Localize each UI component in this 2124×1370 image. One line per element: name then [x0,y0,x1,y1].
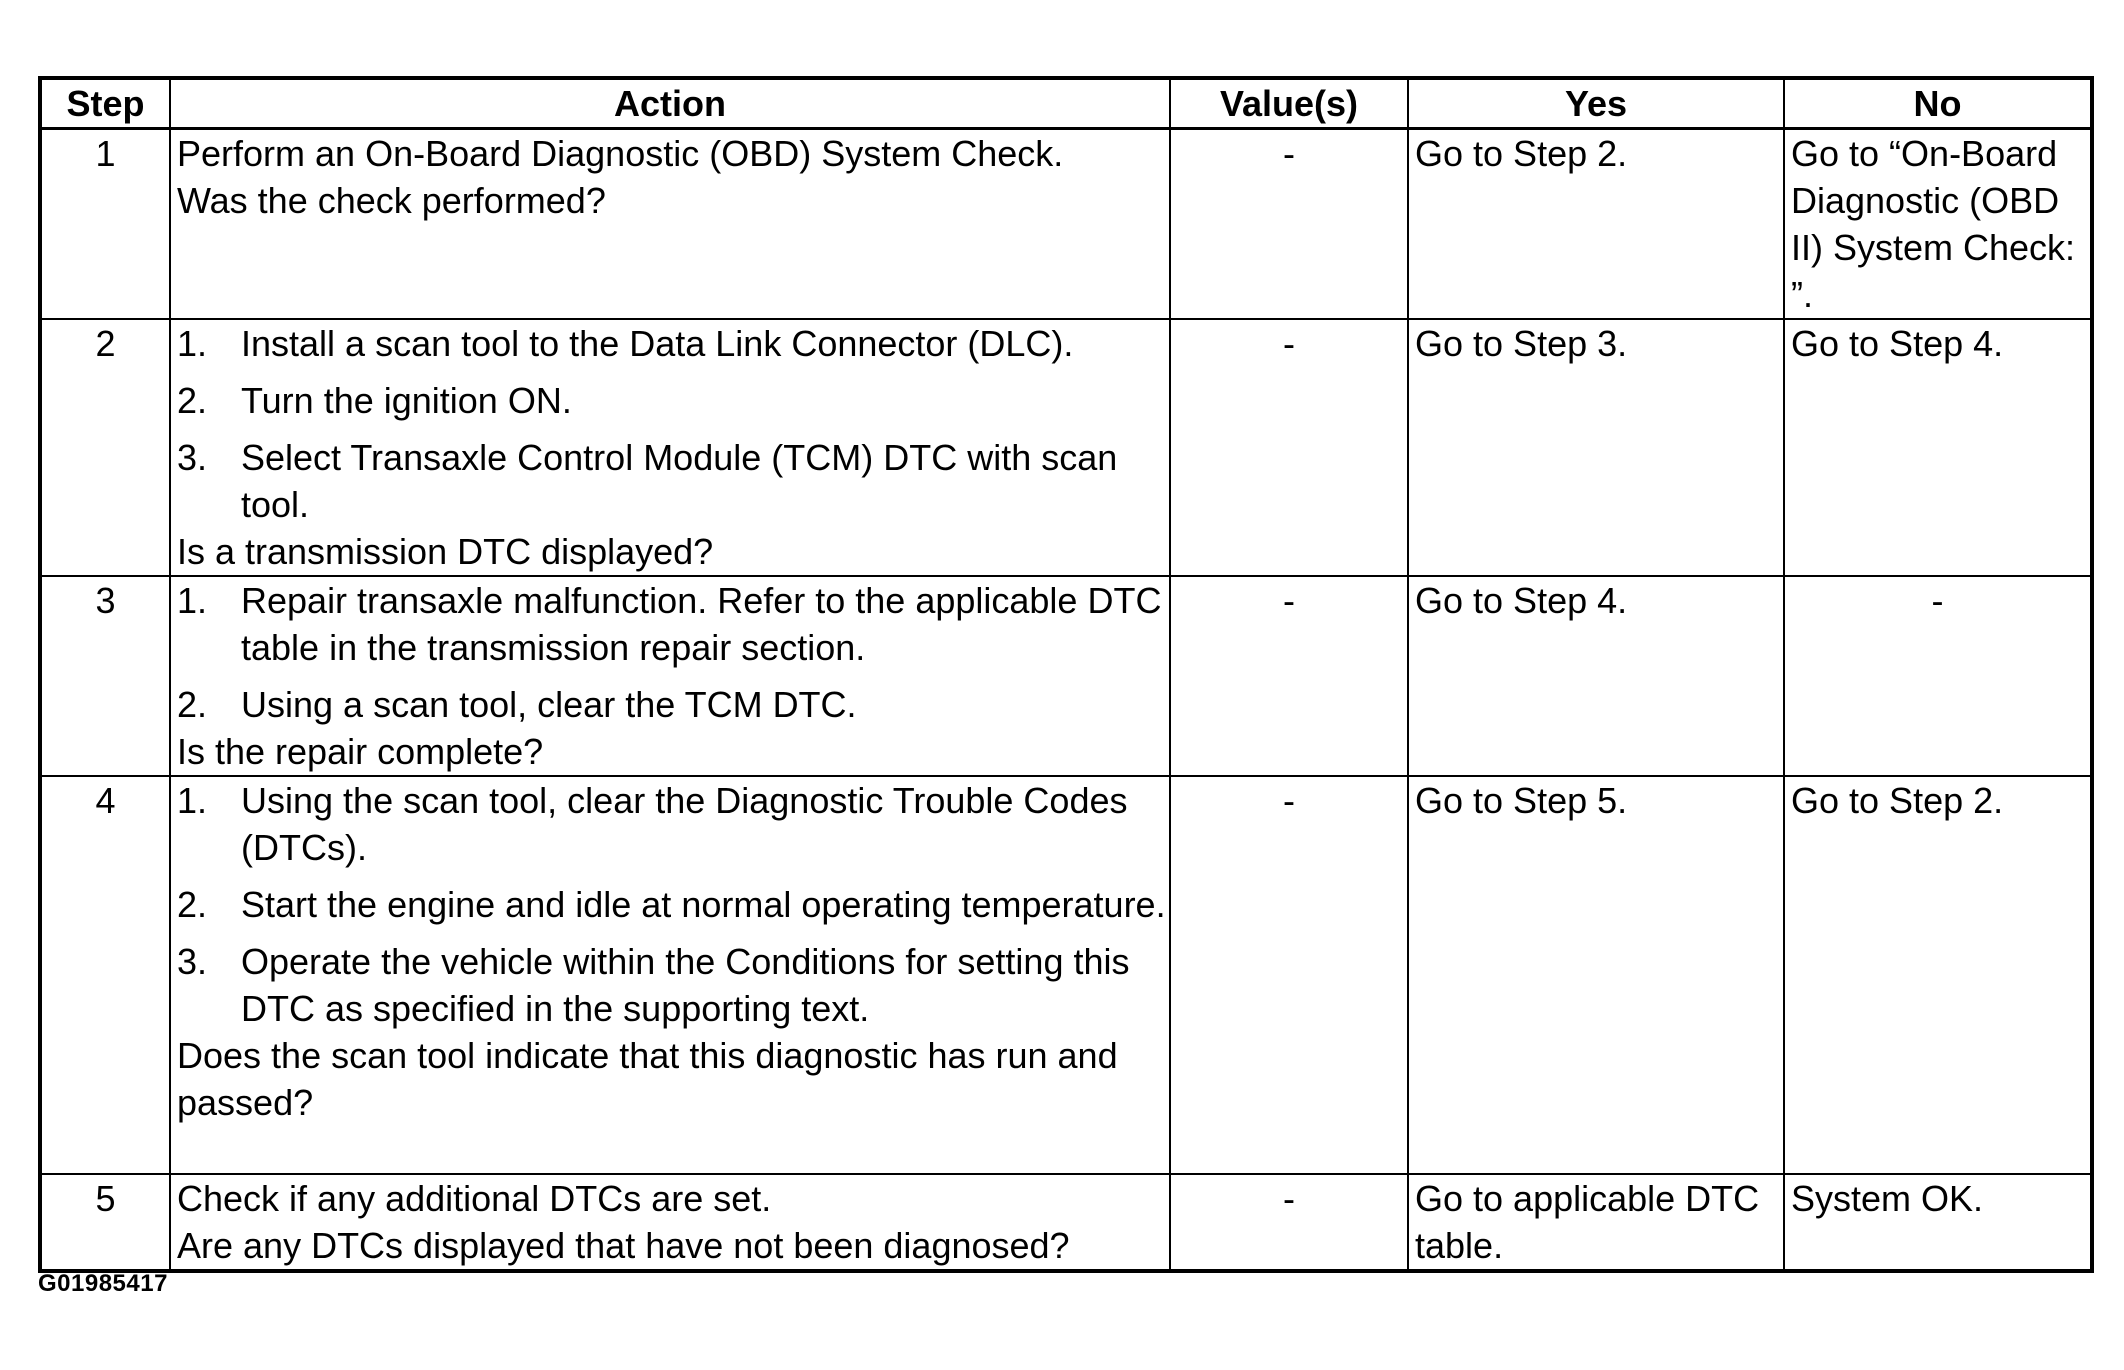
action-step-item [177,881,1169,928]
action-step-number: 1. [177,580,208,621]
yes-cell: Go to applicable DTC table. [1408,1174,1784,1271]
step-number: 2 [40,319,170,576]
action-step-text: Turn the ignition ON. [241,380,572,421]
action-step-text: Using a scan tool, clear the TCM DTC. [241,684,857,725]
action-step-number: 2. [177,380,208,421]
action-steps-list [177,577,1169,728]
table-row [40,129,2092,320]
header-yes: Yes [1408,78,1784,129]
table-header-row [40,78,2092,129]
action-step-number: 1. [177,780,208,821]
value-cell: - [1170,1174,1408,1271]
action-cell [170,1174,1170,1271]
no-cell: Go to “On-Board Diagnostic (OBD II) System Check: ”. [1784,129,2092,320]
yes-cell: Go to Step 5. [1408,776,1784,1174]
action-cell [170,776,1170,1174]
action-cell [170,319,1170,576]
diagnostic-table [38,76,2094,1273]
yes-cell: Go to Step 2. [1408,129,1784,320]
action-intro: Perform an On-Board Diagnostic (OBD) System Check. [177,133,1064,174]
table-row [40,576,2092,776]
action-steps-list [177,320,1169,528]
action-step-number: 2. [177,884,208,925]
header-no: No [1784,78,2092,129]
action-step-item [177,938,1169,1032]
value-cell: - [1170,576,1408,776]
no-cell: - [1784,576,2092,776]
action-step-text: Install a scan tool to the Data Link Connector (DLC). [241,323,1074,364]
yes-cell: Go to Step 3. [1408,319,1784,576]
action-step-text: Repair transaxle malfunction. Refer to the applicable DTC table in the transmission repair section. [241,580,1162,668]
action-cell [170,576,1170,776]
action-step-number: 3. [177,941,208,982]
yes-cell: Go to Step 4. [1408,576,1784,776]
step-number: 1 [40,129,170,320]
action-question: Are any DTCs displayed that have not been diagnosed? [177,1225,1070,1266]
table-row [40,1174,2092,1271]
value-cell: - [1170,129,1408,320]
action-step-item [177,434,1169,528]
header-values: Value(s) [1170,78,1408,129]
action-step-text: Select Transaxle Control Module (TCM) DTC with scan tool. [241,437,1118,525]
action-intro: Check if any additional DTCs are set. [177,1178,772,1219]
value-cell: - [1170,319,1408,576]
action-question: Was the check performed? [177,180,606,221]
action-step-number: 1. [177,323,208,364]
action-step-number: 3. [177,437,208,478]
table-row [40,776,2092,1174]
figure-id: G01985417 [38,1270,168,1297]
action-question: Is a transmission DTC displayed? [177,531,714,572]
value-cell: - [1170,776,1408,1174]
header-step: Step [40,78,170,129]
action-question: Does the scan tool indicate that this diagnostic has run and passed? [177,1035,1118,1123]
action-cell [170,129,1170,320]
no-cell: Go to Step 2. [1784,776,2092,1174]
action-step-item [177,320,1169,367]
action-step-text: Using the scan tool, clear the Diagnostic Trouble Codes (DTCs). [241,780,1128,868]
header-action: Action [170,78,1170,129]
action-step-item [177,577,1169,671]
table-row [40,319,2092,576]
step-number: 4 [40,776,170,1174]
action-question: Is the repair complete? [177,731,544,772]
no-cell: System OK. [1784,1174,2092,1271]
no-cell: Go to Step 4. [1784,319,2092,576]
action-step-number: 2. [177,684,208,725]
action-steps-list [177,777,1169,1032]
step-number: 5 [40,1174,170,1271]
action-step-text: Operate the vehicle within the Conditions for setting this DTC as specified in the supporting text. [241,941,1130,1029]
action-step-text: Start the engine and idle at normal operating temperature. [241,884,1166,925]
action-step-item [177,681,1169,728]
action-step-item [177,777,1169,871]
step-number: 3 [40,576,170,776]
action-step-item [177,377,1169,424]
table-body [40,129,2092,1272]
